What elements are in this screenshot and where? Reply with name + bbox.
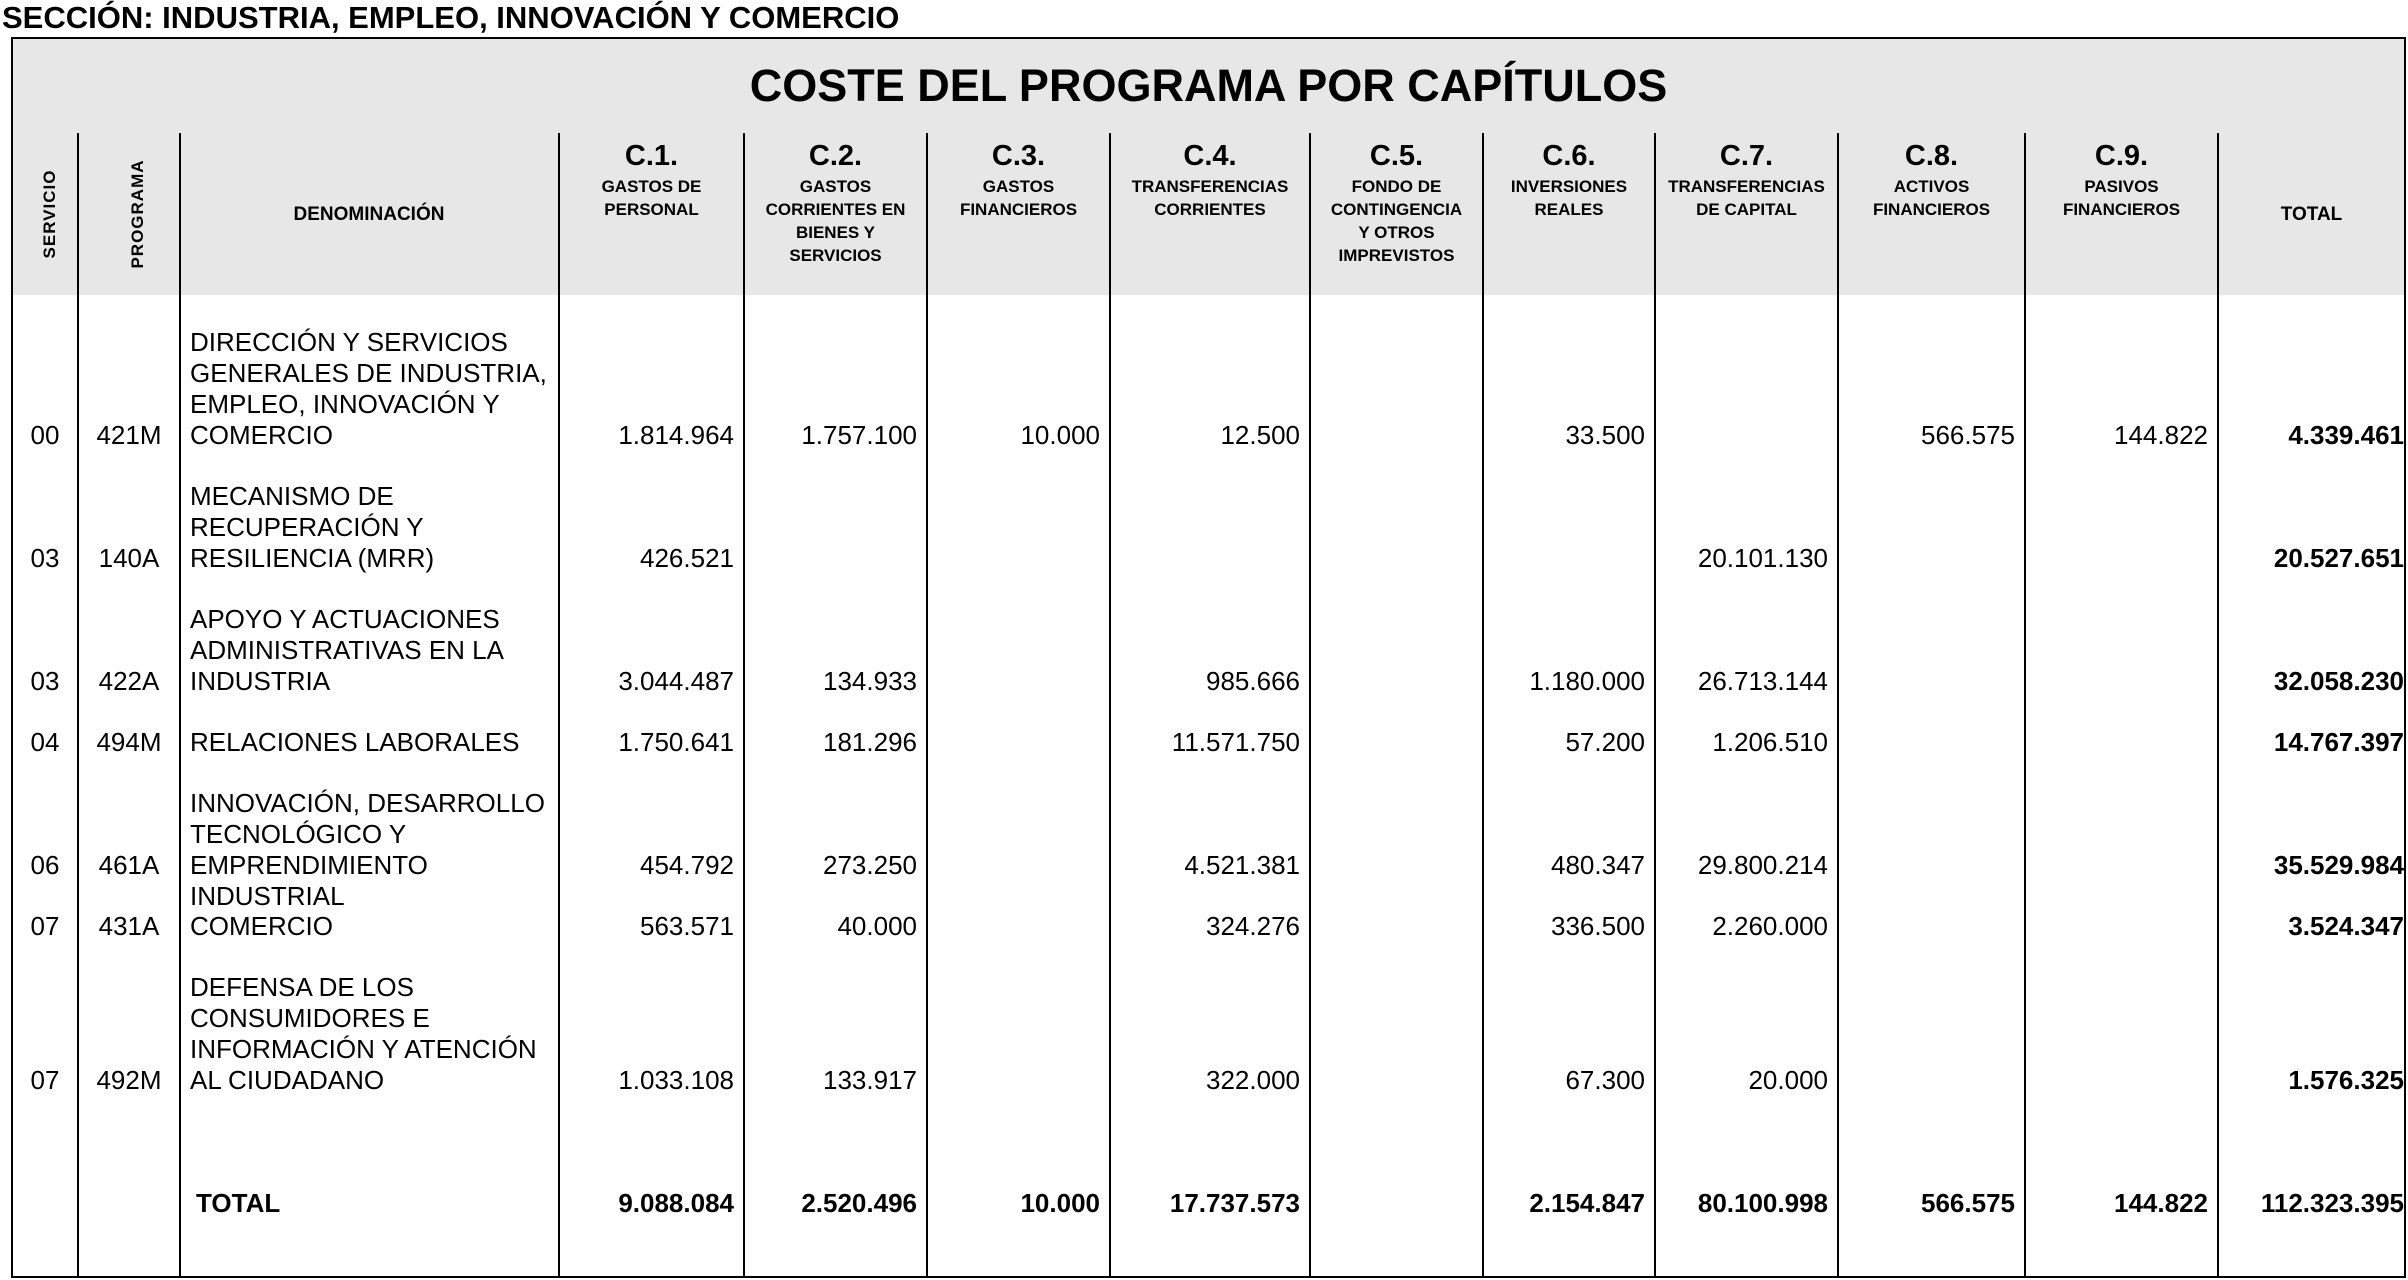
total-c2-cell: 2.520.496 [801,1188,917,1218]
chapter-header [1311,139,1482,267]
chapter-name: ACTIVOS FINANCIEROS [1872,177,1991,219]
chapter-code: C.8. [1904,140,1959,172]
column-divider [743,133,745,1276]
programa-cell: 461A [98,850,160,880]
c6-cell: 1.180.000 [1529,666,1645,696]
row-total-cell: 14.767.397 [2273,727,2404,757]
column-divider [1654,133,1656,1276]
servicio-cell: 07 [30,911,60,941]
programa-cell: 421M [96,420,162,450]
chapter-code: C.7. [1719,140,1774,172]
c7-cell: 1.206.510 [1712,727,1828,757]
denominacion-cell: RELACIONES LABORALES [190,727,520,757]
denominacion-cell: COMERCIO [190,911,333,941]
servicio-cell: 06 [30,850,60,880]
chapter-name: INVERSIONES REALES [1510,177,1628,219]
chapter-header [745,139,926,267]
servicio-cell: 03 [30,666,60,696]
column-divider [926,133,928,1276]
grand-total-cell: 112.323.395 [2260,1188,2404,1218]
chapter-header [1484,139,1654,221]
chapter-code: C.1. [624,140,679,172]
column-divider [1309,133,1311,1276]
column-divider [2024,133,2026,1276]
total-c7-cell: 80.100.998 [1697,1188,1828,1218]
c2-cell: 1.757.100 [801,420,917,450]
chapter-header [1656,139,1837,221]
chapter-code: C.3. [991,140,1046,172]
c6-cell: 336.500 [1551,911,1645,941]
chapter-code: C.6. [1542,140,1596,172]
programa-cell: 494M [96,727,162,757]
denominacion-cell: INNOVACIÓN, DESARROLLO TECNOLÓGICO Y EMPRENDIMIENTO INDUSTRIAL [190,788,545,911]
row-total-cell: 20.527.651 [2273,543,2404,573]
c1-cell: 1.750.641 [618,727,734,757]
total-c9-cell: 144.822 [2114,1188,2208,1218]
c1-cell: 1.033.108 [618,1065,734,1095]
header-denominacion: DENOMINACIÓN [293,203,445,225]
programa-cell: 140A [98,543,160,573]
c7-cell: 2.260.000 [1712,911,1828,941]
chapter-header [928,139,1109,221]
c6-cell: 480.347 [1551,850,1645,880]
c4-cell: 322.000 [1206,1065,1300,1095]
c7-cell: 20.101.130 [1697,543,1828,573]
chapter-name: GASTOS CORRIENTES EN BIENES Y SERVICIOS [765,177,906,265]
c1-cell: 1.814.964 [618,420,734,450]
chapter-header [1111,139,1309,221]
row-total-cell: 4.339.461 [2288,420,2404,450]
denominacion-cell: APOYO Y ACTUACIONES ADMINISTRATIVAS EN LA INDUSTRIA [190,604,504,696]
programa-cell: 431A [98,911,160,941]
c6-cell: 33.500 [1565,420,1645,450]
c2-cell: 134.933 [823,666,917,696]
chapter-name: GASTOS DE PERSONAL [601,177,702,219]
c2-cell: 181.296 [823,727,917,757]
servicio-cell: 07 [30,1065,60,1095]
header-servicio: SERVICIO [40,169,59,259]
c6-cell: 67.300 [1565,1065,1645,1095]
servicio-cell: 00 [30,420,60,450]
chapter-header [560,139,743,221]
c8-cell: 566.575 [1921,420,2015,450]
denominacion-cell: DEFENSA DE LOS CONSUMIDORES E INFORMACIÓN Y ATENCIÓN AL CIUDADANO [190,972,537,1095]
total-c8-cell: 566.575 [1921,1188,2015,1218]
chapter-code: C.9. [2094,140,2149,172]
c2-cell: 133.917 [823,1065,917,1095]
denominacion-cell: DIRECCIÓN Y SERVICIOS GENERALES DE INDUSTRIA, EMPLEO, INNOVACIÓN Y COMERCIO [190,327,547,450]
row-total-cell: 1.576.325 [2288,1065,2404,1095]
chapter-header [2026,139,2217,221]
servicio-cell: 04 [30,727,60,757]
c2-cell: 40.000 [837,911,917,941]
chapter-header [1839,139,2024,221]
c2-cell: 273.250 [823,850,917,880]
chapter-code: C.2. [808,140,863,172]
table-title: COSTE DEL PROGRAMA POR CAPÍTULOS [749,60,1668,111]
total-c6-cell: 2.154.847 [1529,1188,1645,1218]
c4-cell: 12.500 [1220,420,1300,450]
c4-cell: 4.521.381 [1184,850,1300,880]
column-divider [1482,133,1484,1276]
c7-cell: 26.713.144 [1697,666,1828,696]
denominacion-cell: MECANISMO DE RECUPERACIÓN Y RESILIENCIA (MRR) [190,481,435,573]
c1-cell: 3.044.487 [618,666,734,696]
column-divider [2217,133,2219,1276]
chapter-name: GASTOS FINANCIEROS [959,177,1078,219]
chapter-name: TRANSFERENCIAS CORRIENTES [1131,177,1289,219]
chapter-name: FONDO DE CONTINGENCIA Y OTROS IMPREVISTOS [1330,177,1463,265]
total-c4-cell: 17.737.573 [1169,1188,1300,1218]
c1-cell: 563.571 [640,911,734,941]
servicio-cell: 03 [30,543,60,573]
c4-cell: 324.276 [1206,911,1300,941]
header-total: TOTAL [2280,203,2343,225]
c4-cell: 985.666 [1206,666,1300,696]
column-divider [77,133,79,1276]
c6-cell: 57.200 [1565,727,1645,757]
c9-cell: 144.822 [2114,420,2208,450]
section-title: SECCIÓN: INDUSTRIA, EMPLEO, INNOVACIÓN Y COMERCIO [2,0,900,35]
header-programa: PROGRAMA [128,159,147,269]
total-c3-cell: 10.000 [1020,1188,1100,1218]
c7-cell: 29.800.214 [1697,850,1828,880]
program-cost-table [11,37,2406,1278]
c7-cell: 20.000 [1748,1065,1828,1095]
column-divider [1837,133,1839,1276]
column-divider [179,133,181,1276]
column-divider [1109,133,1111,1276]
chapter-name: PASIVOS FINANCIEROS [2062,177,2181,219]
total-c1-cell: 9.088.084 [618,1188,734,1218]
chapter-name: TRANSFERENCIAS DE CAPITAL [1668,177,1825,219]
c1-cell: 454.792 [640,850,734,880]
column-divider [558,133,560,1276]
chapter-code: C.4. [1183,140,1237,172]
chapter-code: C.5. [1369,140,1424,172]
programa-cell: 422A [98,666,160,696]
c1-cell: 426.521 [640,543,734,573]
row-total-cell: 35.529.984 [2273,850,2404,880]
c4-cell: 11.571.750 [1171,727,1300,757]
c3-cell: 10.000 [1020,420,1100,450]
row-total-cell: 3.524.347 [2288,911,2404,941]
total-label: TOTAL [196,1188,281,1218]
row-total-cell: 32.058.230 [2273,666,2404,696]
programa-cell: 492M [96,1065,162,1095]
